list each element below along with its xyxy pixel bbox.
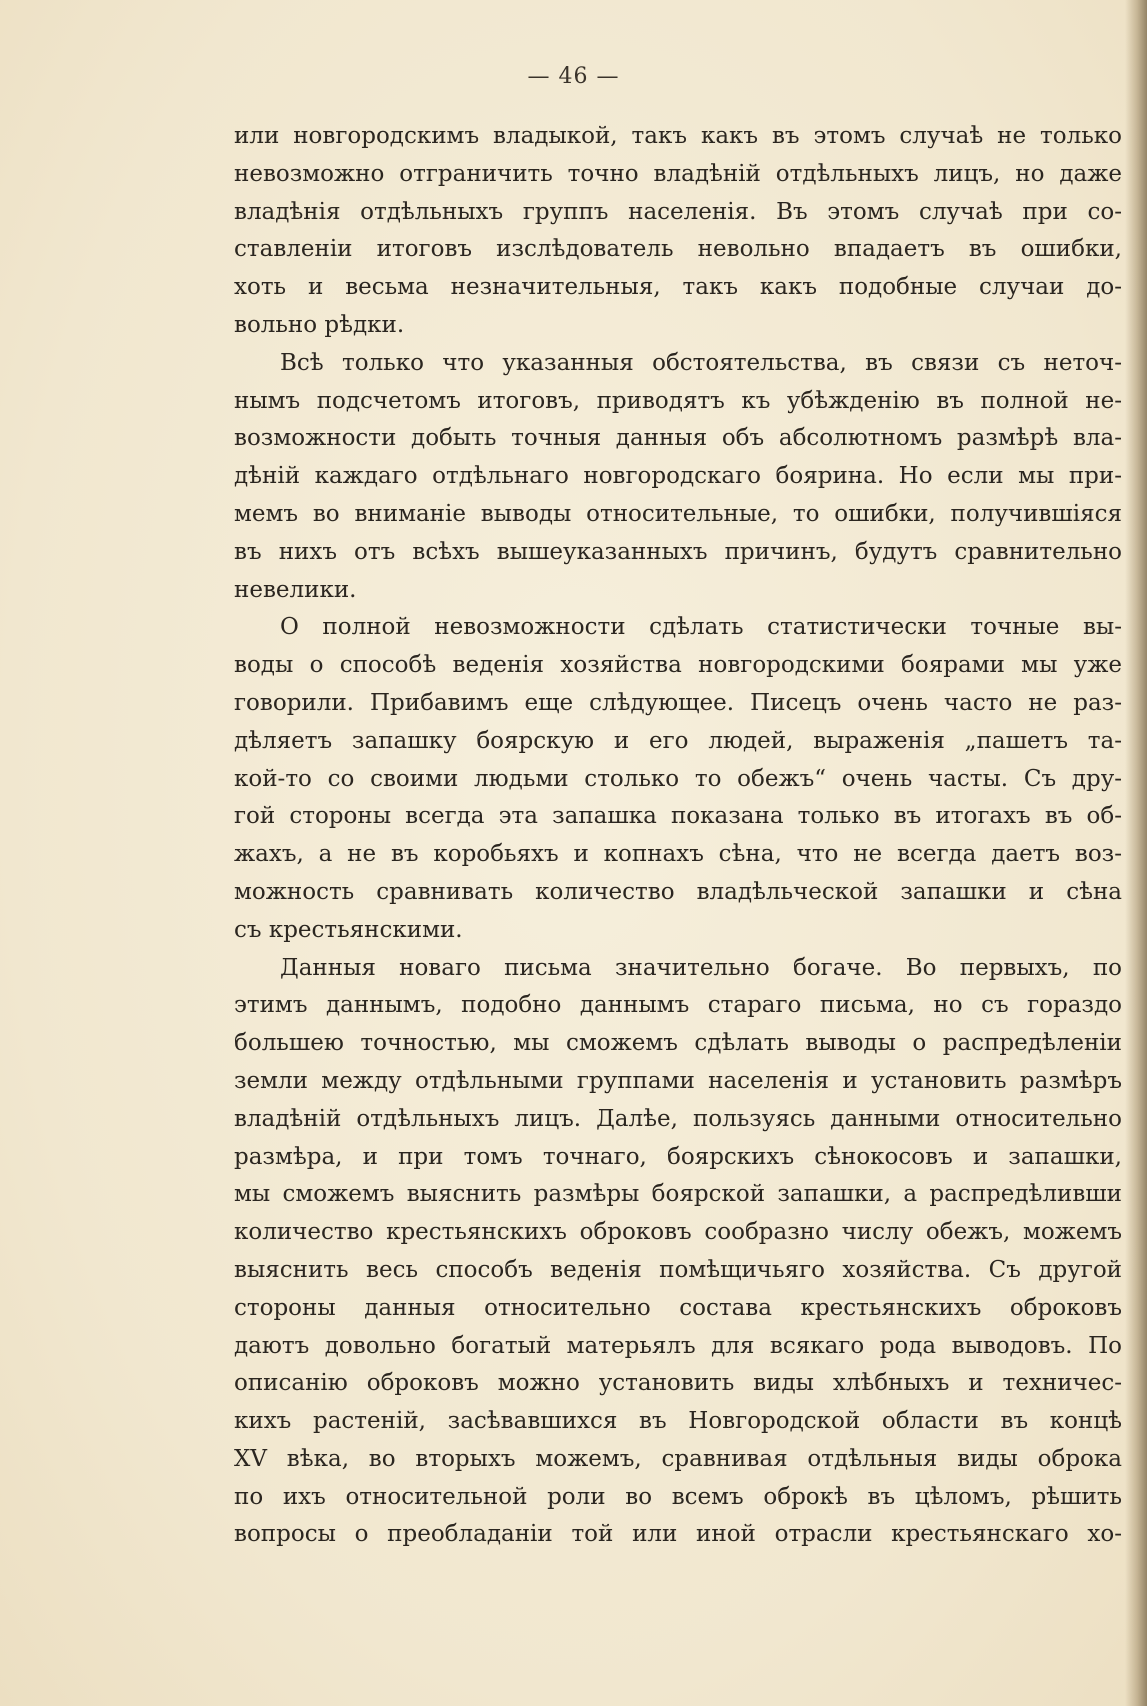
paragraph-start: Всѣ только что указанныя обстоятельства, въ связи съ неточ- (280, 349, 1122, 376)
text-line: дѣній каждаго отдѣльнаго новгородскаго боярина. Но если мы при- (234, 463, 1122, 490)
paragraph-start: Данныя новаго письма значительно богаче. Во первыхъ, по (280, 954, 1122, 981)
text-line: мемъ во вниманіе выводы относительные, то ошибки, получившіяся (234, 500, 1122, 527)
text-line: владѣній отдѣльныхъ лицъ. Далѣе, пользуясь данными относительно (234, 1105, 1122, 1132)
paragraph-start: О полной невозможности сдѣлать статистически точные вы- (280, 614, 1122, 641)
text-line: большею точностью, мы сможемъ сдѣлать выводы о распредѣленіи (234, 1030, 1122, 1057)
text-line: съ крестьянскими. (234, 916, 463, 943)
text-line: дѣляетъ запашку боярскую и его людей, выраженія „пашетъ та- (234, 727, 1122, 754)
text-line: жахъ, а не въ коробьяхъ и копнахъ сѣна, что не всегда даетъ воз- (234, 841, 1122, 868)
text-line: ставленіи итоговъ изслѣдователь невольно впадаетъ въ ошибки, (234, 236, 1122, 263)
text-line: мы сможемъ выяснить размѣры боярской запашки, а распредѣливши (234, 1181, 1122, 1208)
text-line: въ нихъ отъ всѣхъ вышеуказанныхъ причинъ, будутъ сравнительно (234, 538, 1122, 565)
text-line: воды о способѣ веденія хозяйства новгородскими боярами мы уже (234, 652, 1122, 679)
text-line: стороны данныя относительно состава крестьянскихъ оброковъ (234, 1294, 1122, 1321)
text-line: выяснить весь способъ веденія помѣщичьяго хозяйства. Съ другой (234, 1256, 1122, 1283)
text-line: кой-то со своими людьми столько то обежъ“ очень часты. Съ дру- (234, 765, 1122, 792)
page-edge-shadow (1125, 0, 1147, 1706)
text-line: гой стороны всегда эта запашка показана только въ итогахъ въ об- (234, 803, 1122, 830)
text-line: или новгородскимъ владыкой, такъ какъ въ этомъ случаѣ не только (234, 123, 1122, 149)
text-line: XV вѣка, во вторыхъ можемъ, сравнивая отдѣльныя виды оброка (234, 1445, 1122, 1472)
text-line: хоть и весьма незначительныя, такъ какъ подобные случаи до- (234, 274, 1122, 301)
text-line: можность сравнивать количество владѣльческой запашки и сѣна (234, 878, 1122, 905)
text-line: земли между отдѣльными группами населенія и установить размѣръ (234, 1067, 1122, 1094)
text-line: размѣра, и при томъ точнаго, боярскихъ сѣнокосовъ и запашки, (234, 1143, 1122, 1170)
text-line: вольно рѣдки. (234, 311, 405, 338)
text-line: вопросы о преобладаніи той или иной отрасли крестьянскаго хо- (234, 1521, 1122, 1548)
body-text (234, 118, 1122, 1554)
text-line: возможности добыть точныя данныя объ абсолютномъ размѣрѣ вла- (234, 425, 1122, 452)
text-line: описанію оброковъ можно установить виды хлѣбныхъ и техничес- (234, 1370, 1122, 1397)
text-line: говорили. Прибавимъ еще слѣдующее. Писецъ очень часто не раз- (234, 689, 1122, 716)
text-line: по ихъ относительной роли во всемъ оброкѣ въ цѣломъ, рѣшить (234, 1483, 1122, 1510)
text-line: невелики. (234, 576, 357, 603)
text-line: даютъ довольно богатый матерьялъ для всякаго рода выводовъ. По (234, 1332, 1122, 1359)
text-line: нымъ подсчетомъ итоговъ, приводятъ къ убѣжденію въ полной не- (234, 387, 1122, 414)
page-number: — 46 — (527, 64, 620, 89)
text-line: количество крестьянскихъ оброковъ сообразно числу обежъ, можемъ (234, 1219, 1122, 1246)
text-line: владѣнія отдѣльныхъ группъ населенія. Въ этомъ случаѣ при со- (234, 198, 1122, 225)
text-line: этимъ даннымъ, подобно даннымъ стараго письма, но съ гораздо (234, 992, 1122, 1019)
text-line: кихъ растеній, засѣвавшихся въ Новгородской области въ концѣ (234, 1408, 1122, 1435)
text-line: невозможно отграничить точно владѣній отдѣльныхъ лицъ, но даже (234, 160, 1122, 187)
